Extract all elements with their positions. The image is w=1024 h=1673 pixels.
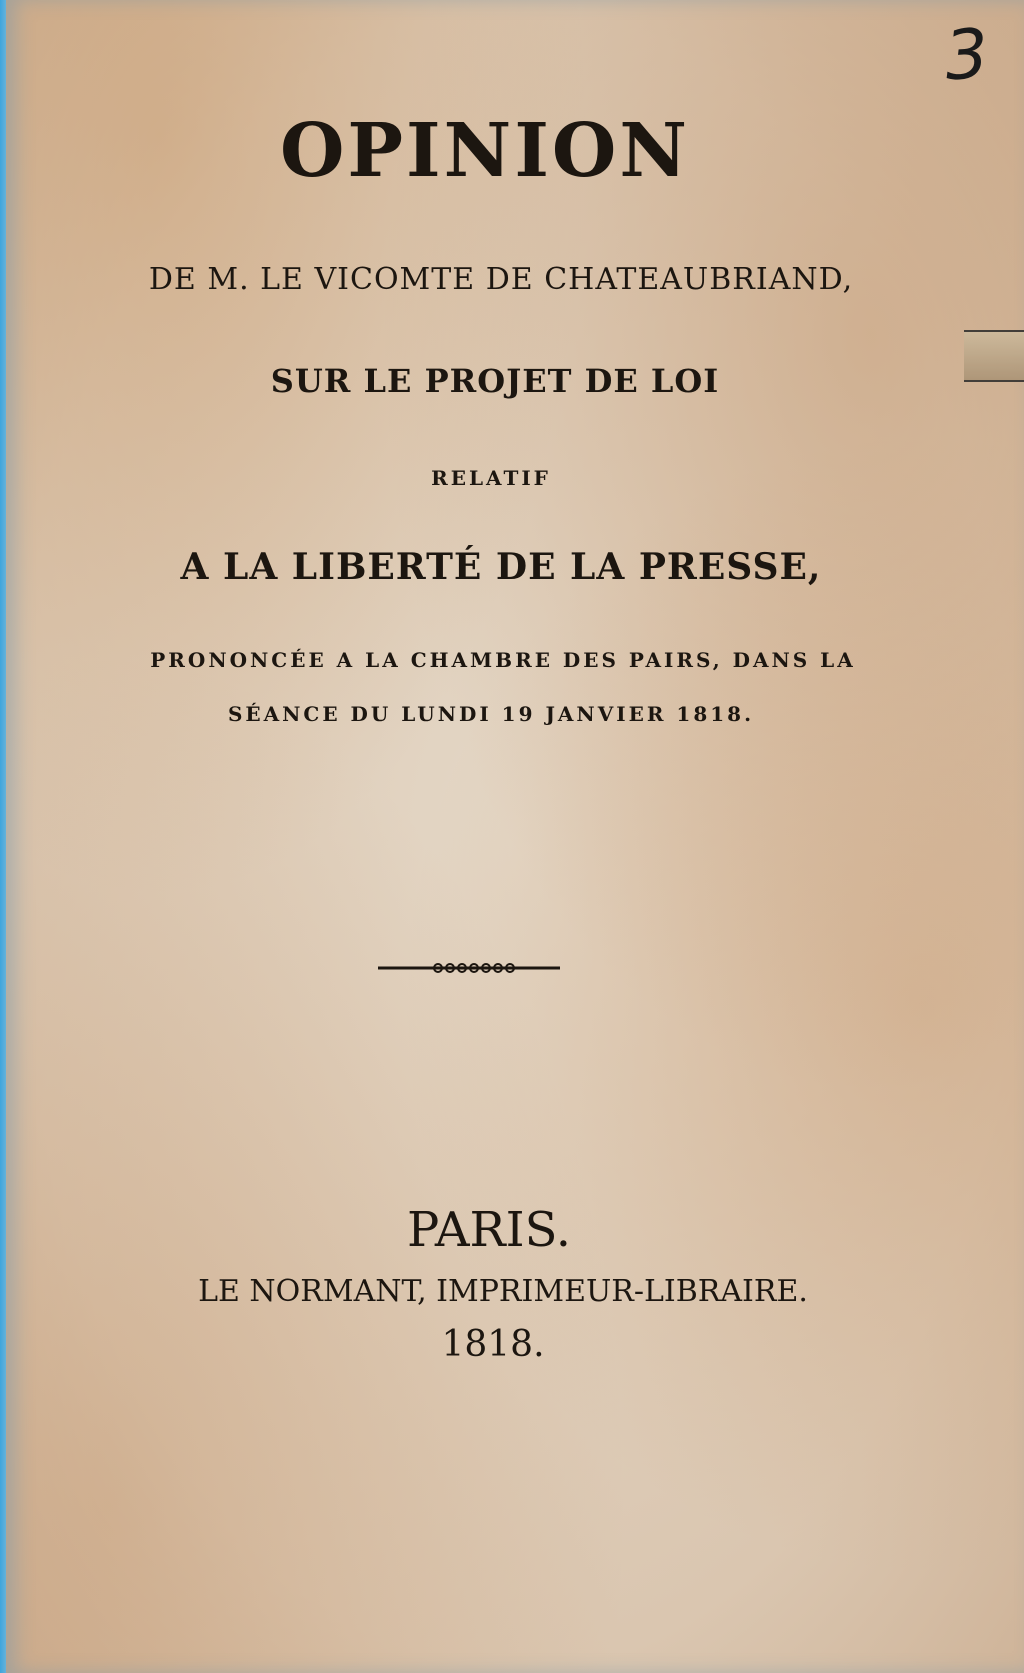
imprint-publisher: LE NORMANT, IMPRIMEUR-LIBRAIRE.	[198, 1274, 808, 1309]
relatif-line: RELATIF	[431, 466, 551, 490]
ornament-divider	[378, 958, 560, 978]
liberte-line: A LA LIBERTÉ DE LA PRESSE,	[180, 546, 822, 588]
seance-line: SÉANCE DU LUNDI 19 JANVIER 1818.	[227, 702, 755, 726]
pronounced-line: PRONONCÉE A LA CHAMBRE DES PAIRS, DANS LA	[150, 648, 856, 672]
subject-line: SUR LE PROJET DE LOI	[270, 362, 720, 400]
handwritten-page-number: 3	[942, 14, 991, 97]
imprint-year: 1818.	[441, 1324, 545, 1365]
page-title: OPINION	[279, 108, 691, 194]
author-line: DE M. LE VICOMTE DE CHATEAUBRIAND,	[148, 262, 854, 297]
title-page	[6, 0, 1024, 1673]
imprint-place: PARIS.	[406, 1202, 572, 1258]
